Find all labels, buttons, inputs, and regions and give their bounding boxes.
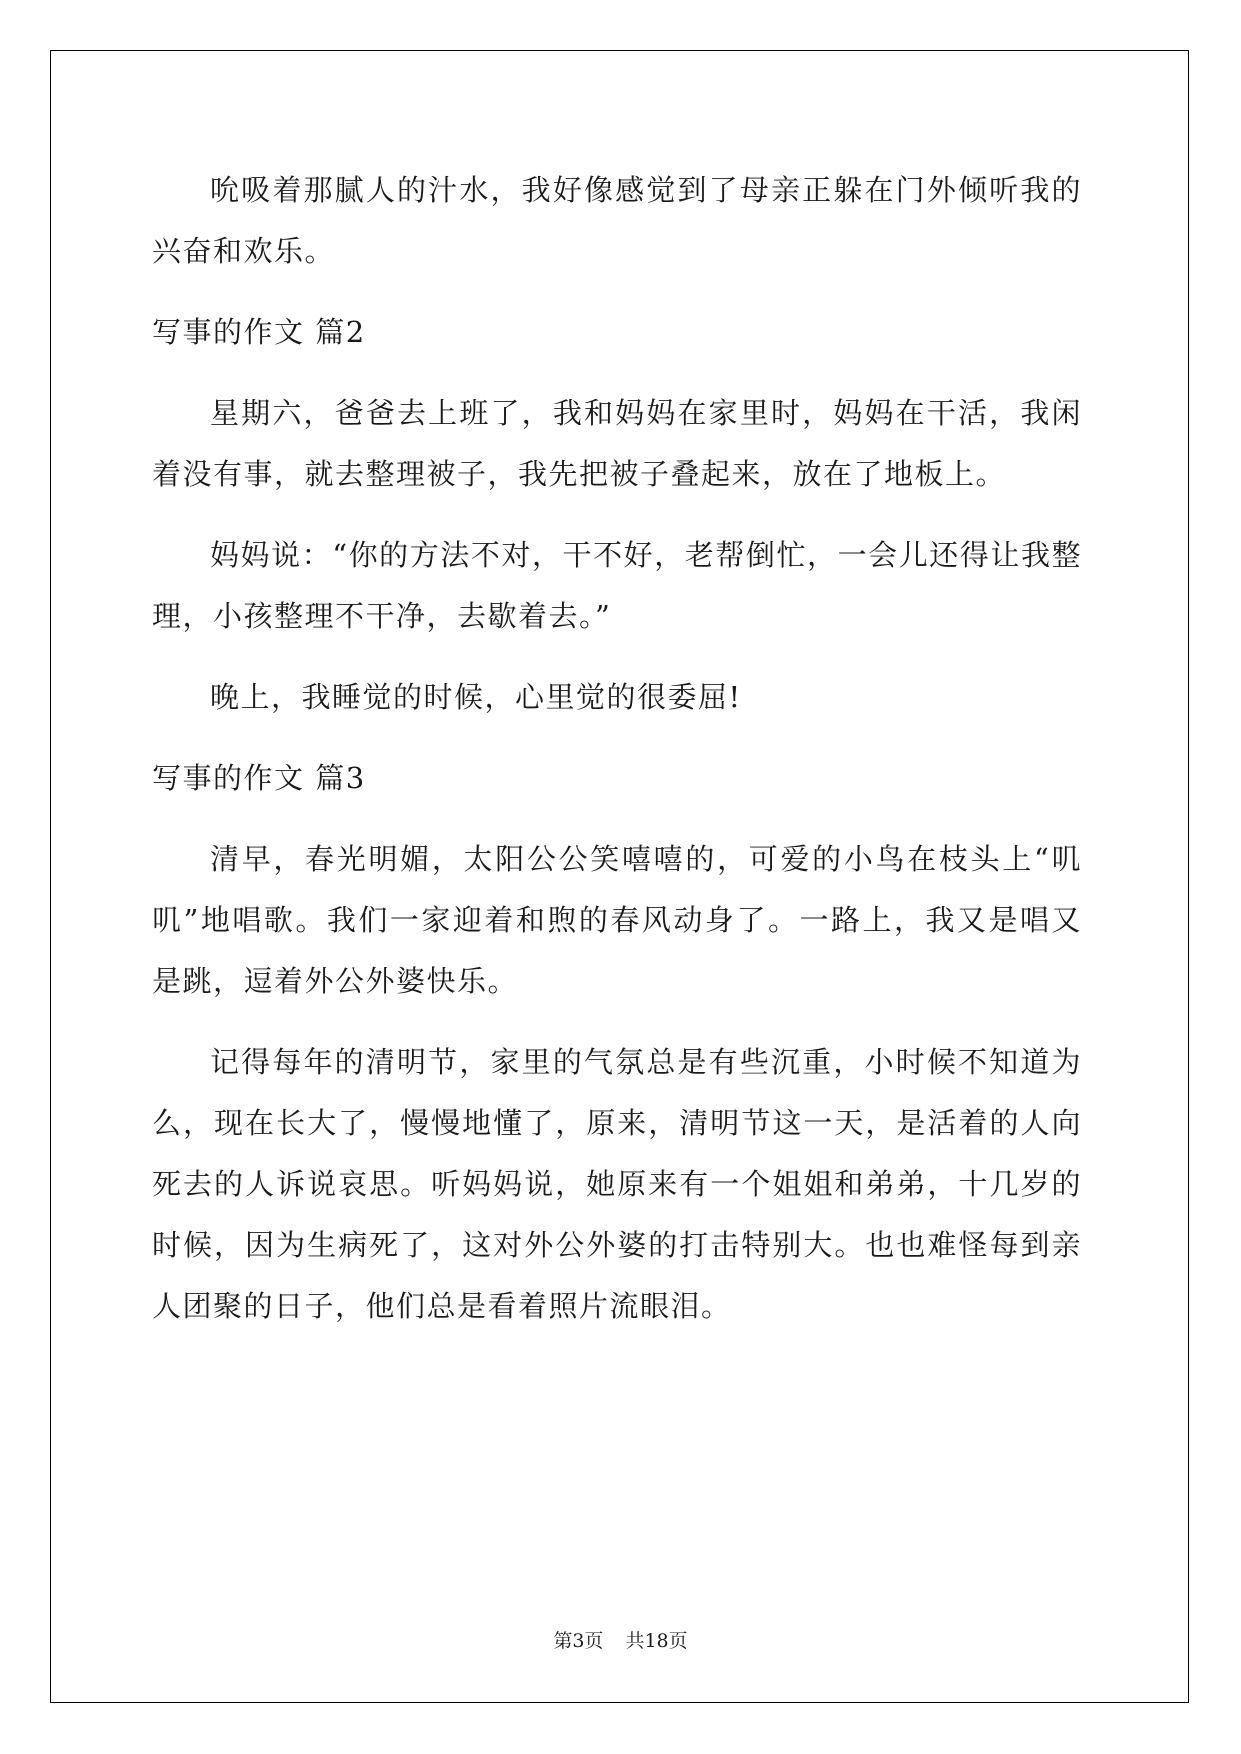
paragraph-2: 星期六，爸爸去上班了，我和妈妈在家里时，妈妈在干活，我闲着没有事，就去整理被子，我先把被子叠起来，放在了地板上。 [152, 396, 1082, 491]
paragraph-3: 妈妈说：“你的方法不对，干不好，老帮倒忙，一会儿还得让我整理，小孩整理不干净，去歇着去。” [152, 538, 1082, 633]
paragraph-6: 记得每年的清明节，家里的气氛总是有些沉重，小时候不知道为么，现在长大了，慢慢地懂了，原来，清明节这一天，是活着的人向死去的人诉说哀思。听妈妈说，她原来有一个姐姐和弟弟，十几岁的时候，因为生病死了，这对外公外婆的打击特别大。也也难怪每到亲人团聚的日子，他们总是看着照片流眼泪。 [152, 1045, 1082, 1323]
paragraph-1: 吮吸着那腻人的汁水，我好像感觉到了母亲正躲在门外倾听我的兴奋和欢乐。 [152, 173, 1082, 268]
page-footer [0, 1626, 1241, 1653]
page-total: 共18页 [625, 1630, 688, 1652]
document-body [152, 160, 1082, 1357]
page-number: 第3页 [553, 1630, 604, 1652]
section-heading-3: 写事的作文 篇3 [152, 761, 366, 795]
section-heading-2: 写事的作文 篇2 [152, 315, 366, 349]
paragraph-4: 晚上，我睡觉的时候，心里觉的很委屈! [210, 680, 742, 714]
paragraph-5: 清早，春光明媚，太阳公公笑嘻嘻的，可爱的小鸟在枝头上“叽叽”地唱歌。我们一家迎着和煦的春风动身了。一路上，我又是唱又是跳，逗着外公外婆快乐。 [152, 842, 1082, 998]
